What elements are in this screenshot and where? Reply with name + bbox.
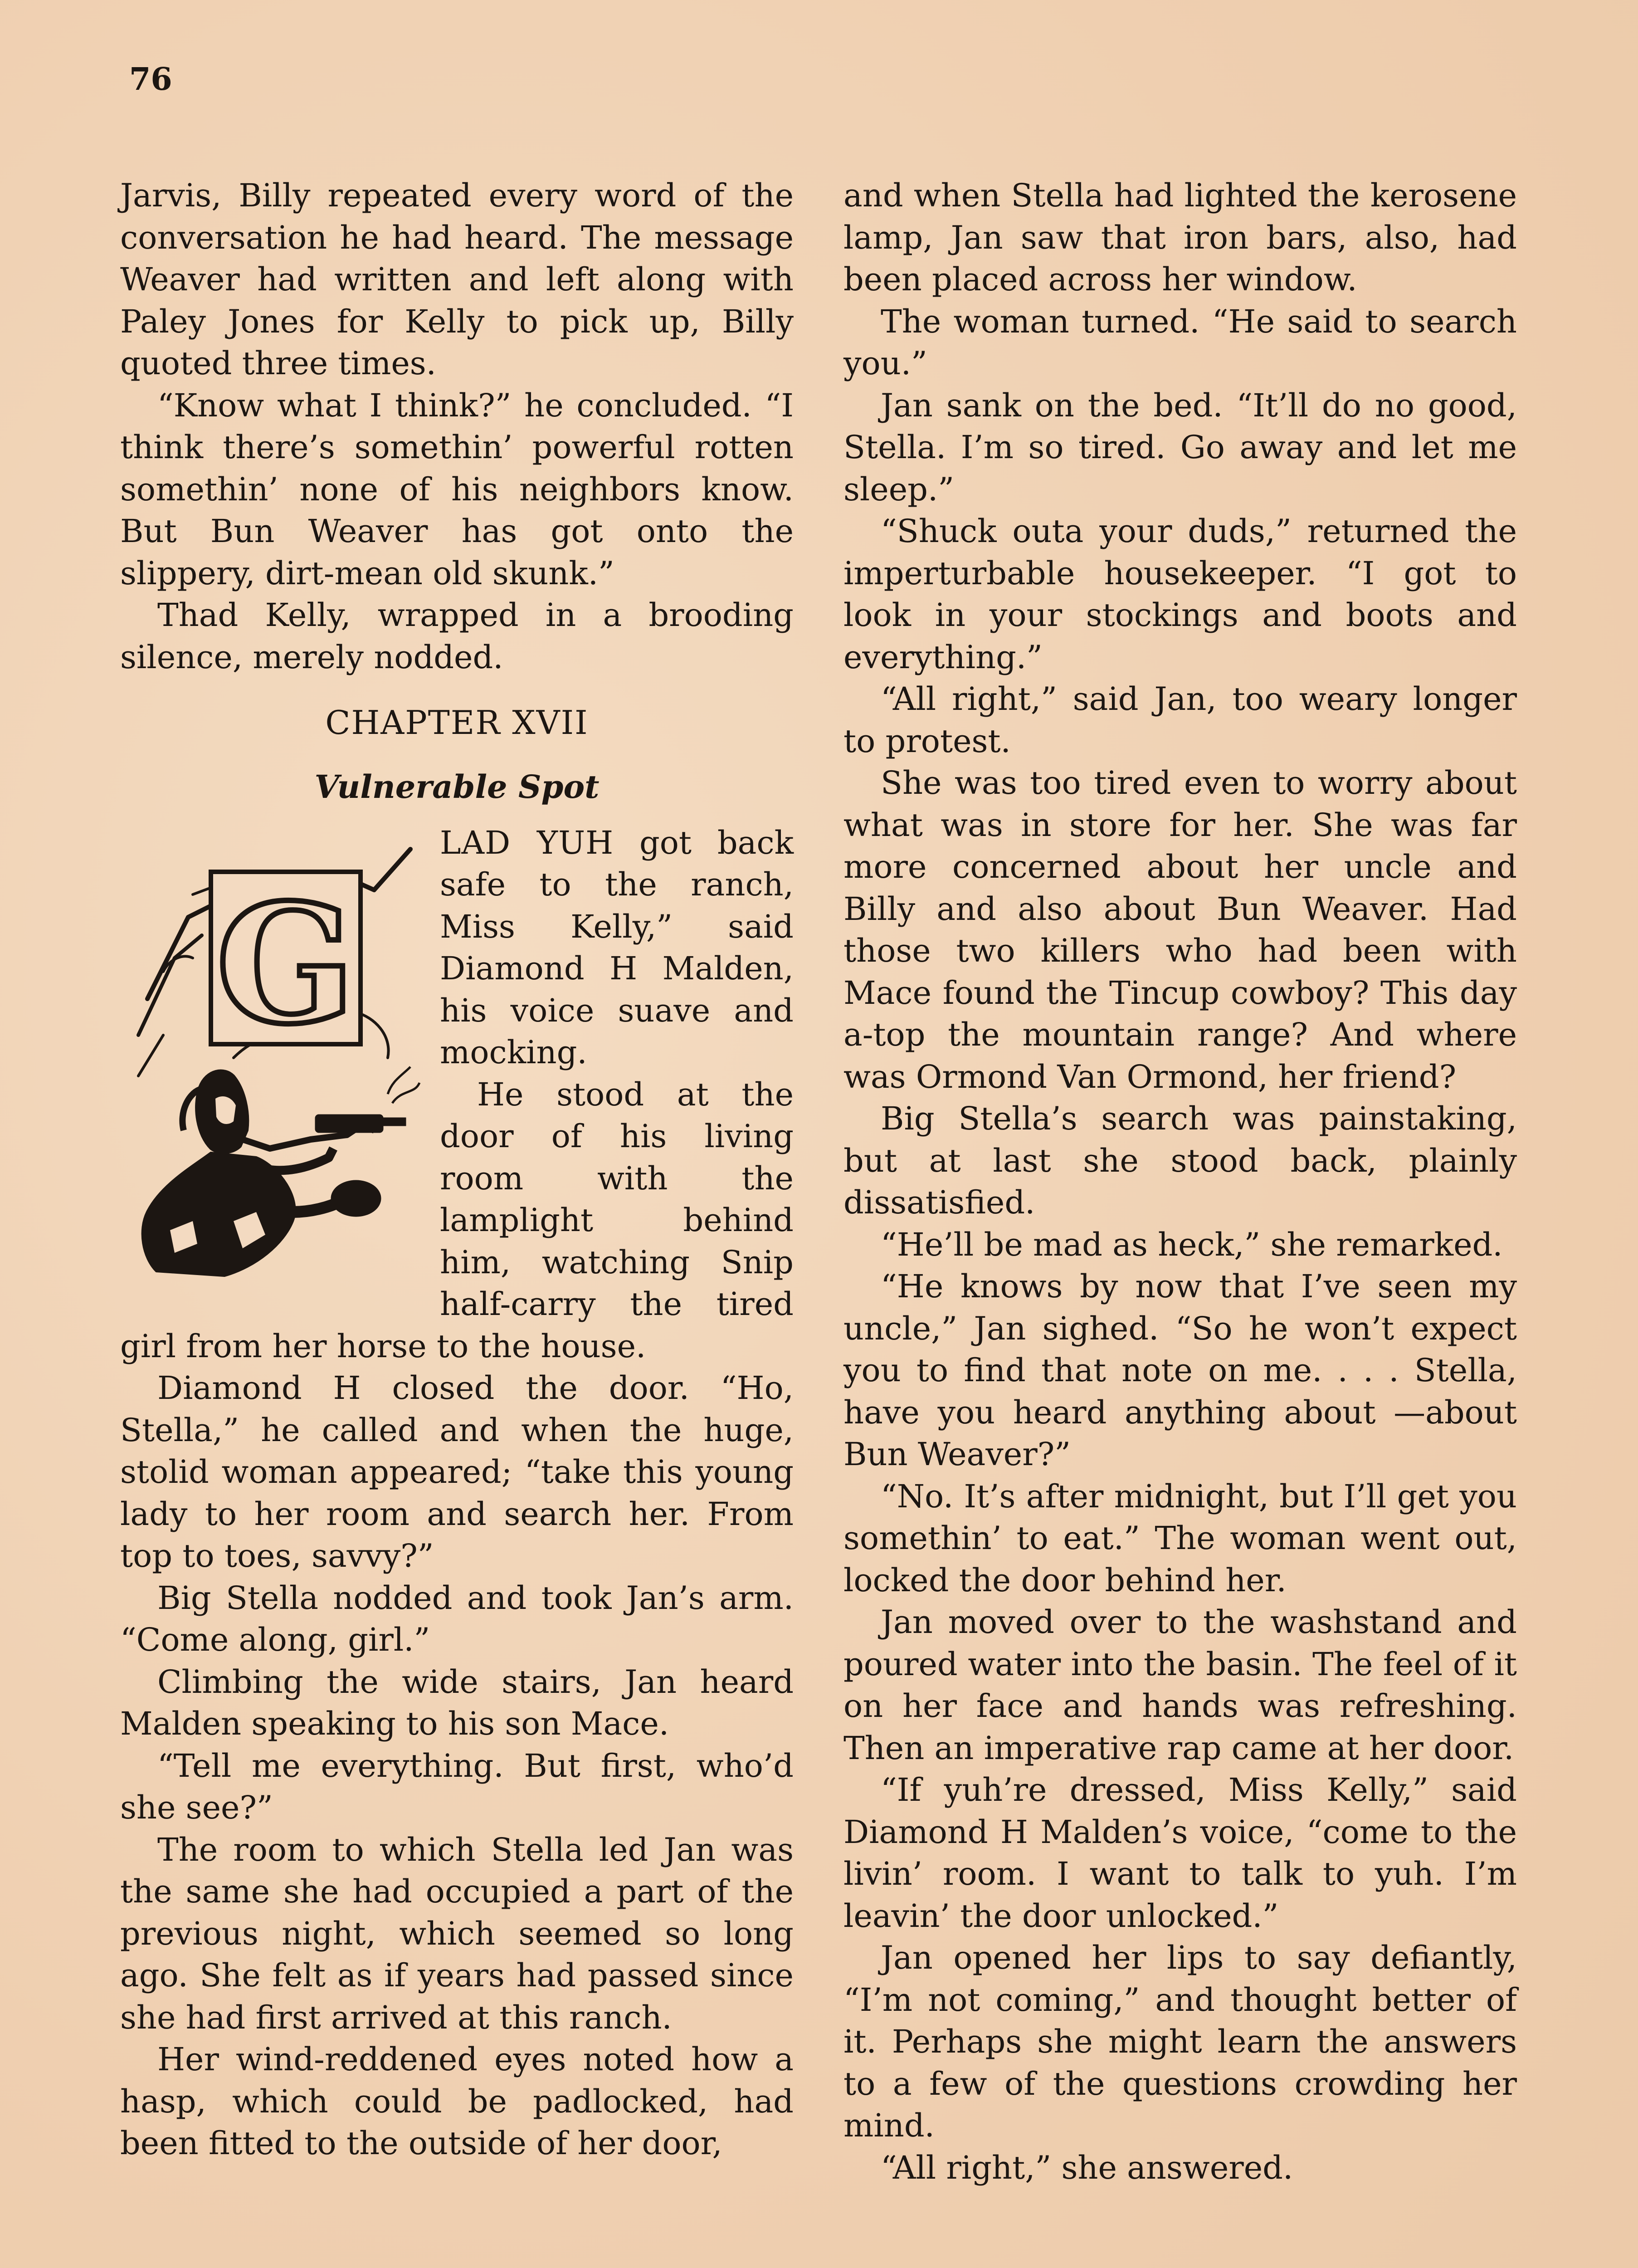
paragraph: Diamond H closed the door. “Ho, Stella,” he called and when the huge, stolid woman appeared; “take this young lady to her room and search her. From top to toes, savvy?” [120,1369,794,1574]
paragraph: “Shuck outa your duds,” returned the imperturbable housekeeper. “I got to look in your stockings and boots and everything.” [843,513,1517,676]
paragraph: “He knows by now that I’ve seen my uncle,” Jan sighed. “So he won’t expect you to find that note on me. . . . Stella, have you heard anything about —about Bun Weaver?” [843,1268,1517,1473]
paragraph: “All right,” she answered. [881,2149,1293,2186]
paragraph: “If yuh’re dressed, Miss Kelly,” said Diamond H Malden’s voice, “come to the livin’ room. I want to talk to yuh. I’m leavin’ the door unlocked.” [843,1771,1517,1935]
paragraph: Her wind-reddened eyes noted how a hasp, which could be padlocked, had been fitted to the outside of her door, [120,2041,794,2162]
paragraph: Thad Kelly, wrapped in a brooding silence, merely nodded. [120,596,794,676]
chapter-subtitle: Vulnerable Spot [314,768,600,806]
dropcap-letter [211,868,361,1060]
paragraph: Jan moved over to the washstand and poured water into the basin. The feel of it on her face and hands was refreshing. Then an imperative rap came at her door. [843,1603,1517,1767]
paragraph: “Know what I think?” he concluded. “I think there’s somethin’ powerful rotten somethin’ none of his neighbors know. But Bun Weaver has got onto the slippery, dirt-mean old skunk.” [120,386,794,592]
right-column [843,175,1517,2189]
paragraph: Climbing the wide stairs, Jan heard Malden speaking to his son Mace. [120,1663,794,1742]
paragraph: Jarvis, Billy repeated every word of the conversation he had heard. The message Weaver had written and left along with Paley Jones for Kelly to pick up, Billy quoted three times. [120,177,794,382]
paragraph: and when Stella had lighted the kerosene lamp, Jan saw that iron bars, also, had been placed across her window. [843,177,1517,298]
left-column [120,175,794,2165]
paragraph: Jan sank on the bed. “It’ll do no good, Stella. I’m so tired. Go away and let me sleep.” [843,386,1517,508]
paragraph: “He’ll be mad as heck,” she remarked. [881,1226,1503,1263]
lead-in-caps: LAD YUH [440,824,614,861]
drop-cap-illustration [120,822,431,1294]
paragraph: Jan opened her lips to say defiantly, “I’m not coming,” and thought better of it. Perhaps she might learn the answers to a few of the questions crowding her mind. [843,1939,1517,2144]
paragraph: “Tell me everything. But first, who’d she see?” [120,1747,794,1826]
paragraph: He stood at the door of his living room with the lamplight behind him, watching Snip half-carry the tired girl from her horse to the house. [120,1075,794,1365]
paragraph: Big Stella nodded and took Jan’s arm. “Come along, girl.” [120,1579,794,1658]
chapter-title: CHAPTER XVII [325,704,589,742]
svg-text:G: G [216,868,356,1060]
page-number: 76 [129,61,172,98]
paragraph-text: got back safe to the ranch, Miss Kelly,” said Diamond H Malden, his voice suave and mocking. [440,824,794,1071]
paragraph: The room to which Stella led Jan was the same she had occupied a part of the previous night, which seemed so long ago. She felt as if years had passed since she had first arrived at this ranch. [120,1831,794,2036]
paragraph: The woman turned. “He said to search you.” [843,303,1517,382]
paragraph: “No. It’s after midnight, but I’ll get you somethin’ to eat.” The woman went out, locked the door behind her. [843,1477,1517,1599]
paragraph: Big Stella’s search was painstaking, but at last she stood back, plainly dissatisfied. [843,1100,1517,1221]
paragraph: She was too tired even to worry about what was in store for her. She was far more concerned about her uncle and Billy and also about Bun Weaver. Had those two killers who had been with Mace found the Tincup cowboy? This day a-top the mountain range? And where was Ormond Van Ormond, her friend? [843,764,1517,1095]
paragraph: “All right,” said Jan, too weary longer to protest. [843,680,1517,760]
